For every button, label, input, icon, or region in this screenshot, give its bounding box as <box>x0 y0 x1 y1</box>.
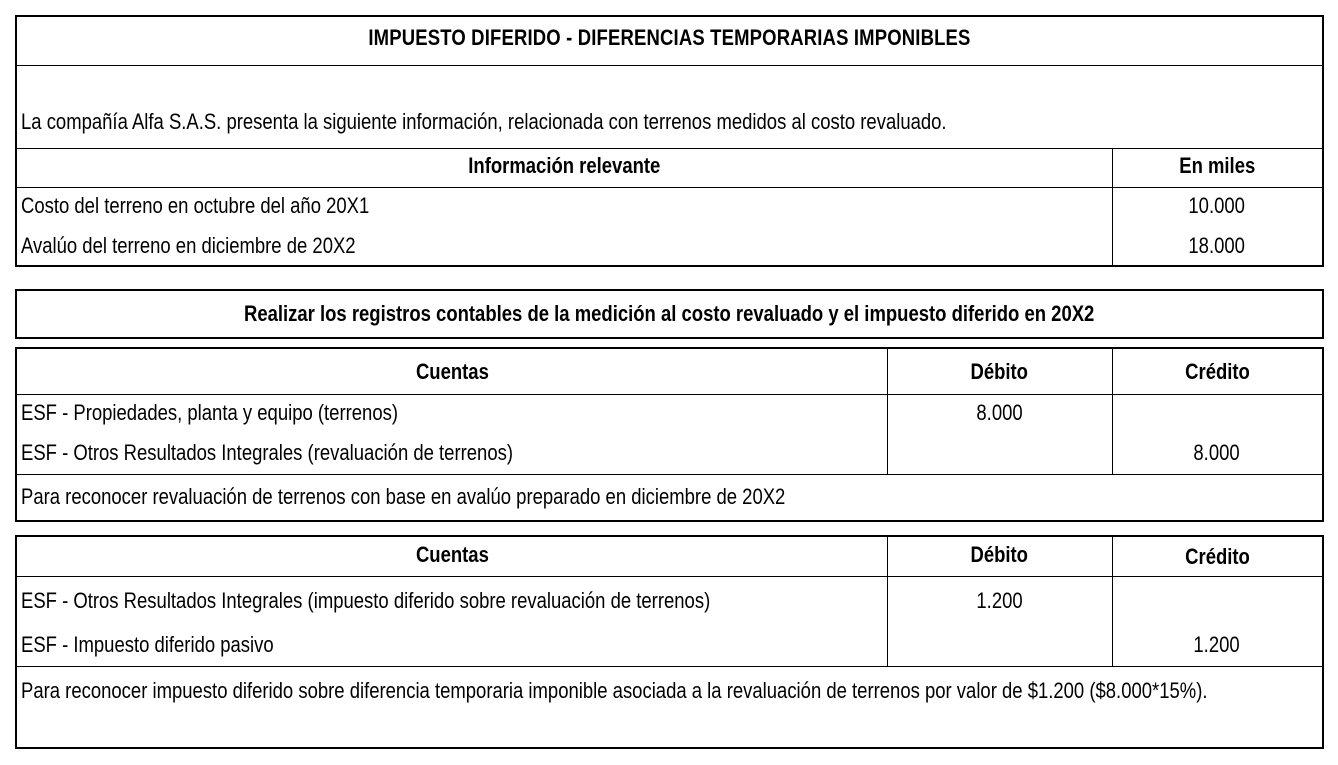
credit-value: 8.000 <box>1193 440 1241 465</box>
debit-value: 8.000 <box>976 400 1023 425</box>
col-header-debit: Débito <box>970 359 1029 384</box>
table-cell-value: 10.000 <box>1188 193 1246 218</box>
journal-entry-1 <box>15 347 1324 522</box>
col-header-accounts: Cuentas <box>415 542 489 567</box>
credit-value: 1.200 <box>1193 632 1241 657</box>
task-title: Realizar los registros contables de la medición al costo revaluado y el impuesto diferido en 20X2 <box>244 301 1095 326</box>
intro-text: La compañía Alfa S.A.S. presenta la siguiente información, relacionada con terrenos medidos al costo revaluado. <box>21 109 947 134</box>
table-row: ESF - Otros Resultados Integrales (impuesto diferido sobre revaluación de terrenos) <box>21 588 711 613</box>
page-title: IMPUESTO DIFERIDO - DIFERENCIAS TEMPORARIAS IMPONIBLES <box>368 25 971 50</box>
debit-value: 1.200 <box>976 588 1023 613</box>
table-row: ESF - Otros Resultados Integrales (revaluación de terrenos) <box>21 440 514 465</box>
table-row: Costo del terreno en octubre del año 20X1 <box>21 193 370 218</box>
table-row: ESF - Impuesto diferido pasivo <box>21 632 274 657</box>
col-header-credit: Crédito <box>1184 359 1250 384</box>
journal-entry-2 <box>15 535 1324 749</box>
table-row: ESF - Propiedades, planta y equipo (terrenos) <box>21 400 399 425</box>
col-header-credit: Crédito <box>1184 544 1250 569</box>
info-section <box>15 15 1324 267</box>
entry-note: Para reconocer revaluación de terrenos con base en avalúo preparado en diciembre de 20X2 <box>21 484 786 509</box>
entry-note: Para reconocer impuesto diferido sobre diferencia temporaria imponible asociada a la revaluación de terrenos por valor de $1.200 ($8.000*15%). <box>21 678 1208 703</box>
col-header-accounts: Cuentas <box>415 359 489 384</box>
table-cell-value: 18.000 <box>1188 233 1246 258</box>
info-header-label: Información relevante <box>468 153 661 178</box>
info-header-value: En miles <box>1178 153 1255 178</box>
col-header-debit: Débito <box>970 542 1029 567</box>
task-section <box>15 289 1324 339</box>
table-row: Avalúo del terreno en diciembre de 20X2 <box>21 233 356 258</box>
